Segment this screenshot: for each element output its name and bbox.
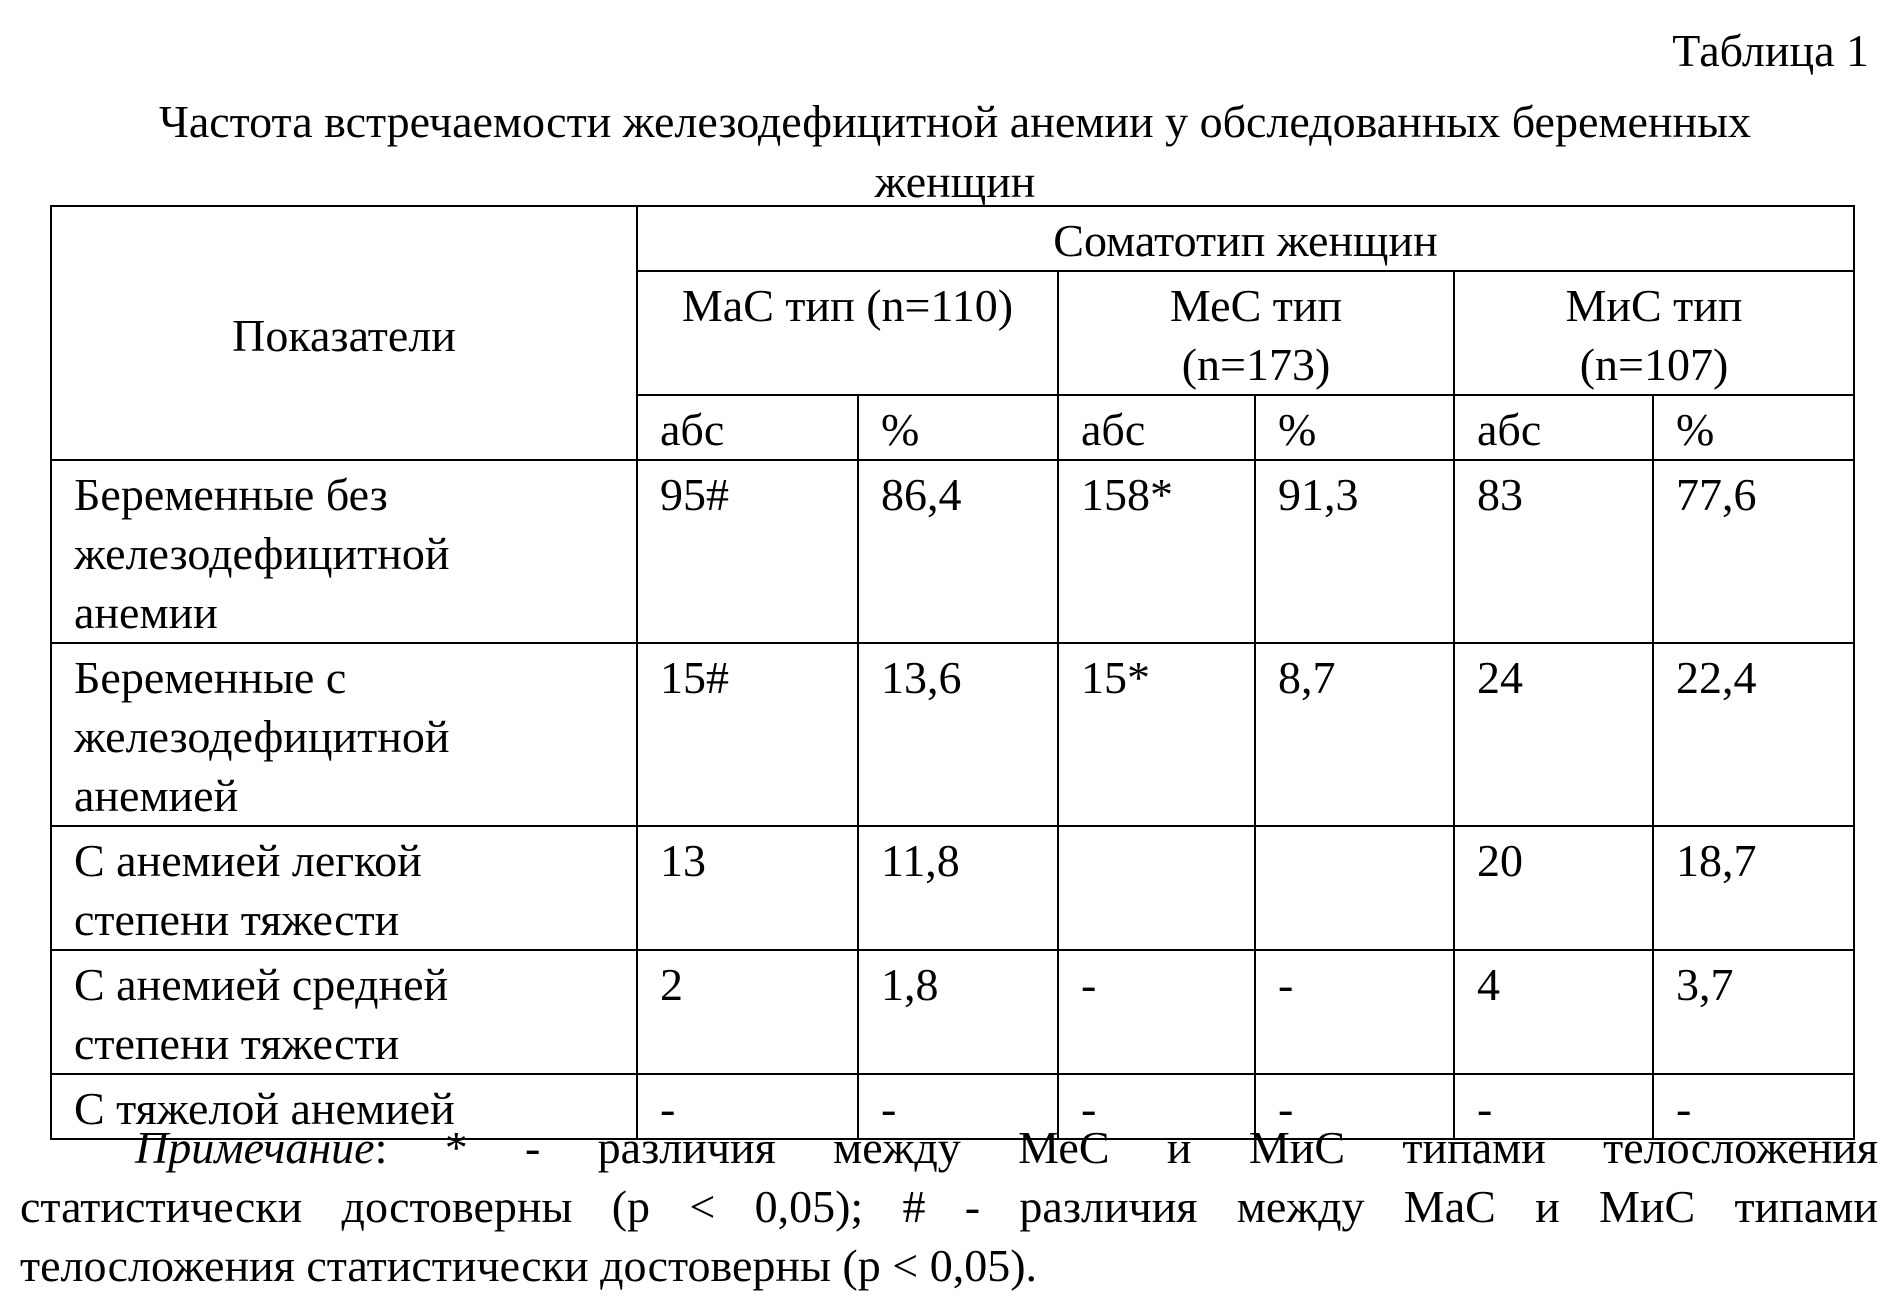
cell-mis-abs: 20 (1454, 826, 1653, 950)
header-mas-pct: % (858, 395, 1058, 460)
cell-mes-pct (1255, 826, 1454, 950)
row-label: Беременные без железодефицитной анемии (51, 460, 637, 643)
header-mes-abs: абс (1058, 395, 1255, 460)
header-mis-pct: % (1653, 395, 1854, 460)
footnote-line-1: Примечание: * - различия между МеС и МиС типами телосложения (135, 1122, 1878, 1173)
cell-mes-pct: 91,3 (1255, 460, 1454, 643)
cell-mis-pct: 77,6 (1653, 460, 1854, 643)
row-label: С тяжелой анемией (51, 1074, 637, 1139)
cell-mas-abs: 15# (637, 643, 858, 826)
header-mis-group (1454, 271, 1854, 395)
cell-mas-abs: 95# (637, 460, 858, 643)
cell-mis-abs: 4 (1454, 950, 1653, 1074)
cell-mas-abs: 13 (637, 826, 858, 950)
table-title-line-1: Частота встречаемости железодефицитной анемии у обследованных беременных (158, 96, 1752, 147)
header-mas-abs: абс (637, 395, 858, 460)
cell-mes-pct: - (1255, 950, 1454, 1074)
cell-mis-pct: 18,7 (1653, 826, 1854, 950)
cell-mas-pct: 13,6 (858, 643, 1058, 826)
anemia-table (50, 205, 1855, 1140)
header-mis-label: МиС тип (1565, 280, 1743, 331)
table-title-line-2: женщин (874, 156, 1036, 207)
footnote-line-2: статистически достоверны (p < 0,05); # - различия между МаС и МиС типами (20, 1181, 1878, 1232)
table-row (51, 643, 1854, 826)
cell-mas-pct: 1,8 (858, 950, 1058, 1074)
cell-mes-abs: - (1058, 1074, 1255, 1139)
cell-mas-pct: 11,8 (858, 826, 1058, 950)
header-somatotype: Соматотип женщин (637, 206, 1854, 271)
cell-mis-abs: 24 (1454, 643, 1653, 826)
header-mis-abs: абс (1454, 395, 1653, 460)
table-row (51, 460, 1854, 643)
cell-mas-abs: 2 (637, 950, 858, 1074)
cell-mes-abs: 15* (1058, 643, 1255, 826)
table-row (51, 826, 1854, 950)
cell-mas-pct: 86,4 (858, 460, 1058, 643)
cell-mes-abs: - (1058, 950, 1255, 1074)
cell-mis-pct: 22,4 (1653, 643, 1854, 826)
header-mes-group (1058, 271, 1454, 395)
header-mas-label: МаС тип (n=110) (681, 280, 1014, 331)
cell-mis-pct: - (1653, 1074, 1854, 1139)
footnote-label: Примечание (135, 1122, 375, 1173)
header-mes-label: МеС тип (1169, 280, 1343, 331)
cell-mes-pct: 8,7 (1255, 643, 1454, 826)
cell-mas-abs: - (637, 1074, 858, 1139)
cell-mes-pct: - (1255, 1074, 1454, 1139)
footnote-line-3: телосложения статистически достоверны (p < 0,05). (20, 1240, 1038, 1291)
table-row (51, 950, 1854, 1074)
table-footnote (20, 1118, 1878, 1295)
cell-mes-abs: 158* (1058, 460, 1255, 643)
row-label: С анемией средней степени тяжести (51, 950, 637, 1074)
cell-mas-pct: - (858, 1074, 1058, 1139)
cell-mis-pct: 3,7 (1653, 950, 1854, 1074)
header-mes-n: (n=173) (1181, 339, 1331, 390)
table-title (20, 92, 1889, 212)
header-mis-n: (n=107) (1579, 339, 1729, 390)
header-mes-pct: % (1255, 395, 1454, 460)
cell-mis-abs: 83 (1454, 460, 1653, 643)
row-label: Беременные с железодефицитной анемией (51, 643, 637, 826)
header-mas-group (637, 271, 1058, 395)
header-indicators: Показатели (51, 206, 637, 460)
row-label: С анемией легкой степени тяжести (51, 826, 637, 950)
table-number: Таблица 1 (1672, 25, 1869, 76)
cell-mes-abs (1058, 826, 1255, 950)
cell-mis-abs: - (1454, 1074, 1653, 1139)
